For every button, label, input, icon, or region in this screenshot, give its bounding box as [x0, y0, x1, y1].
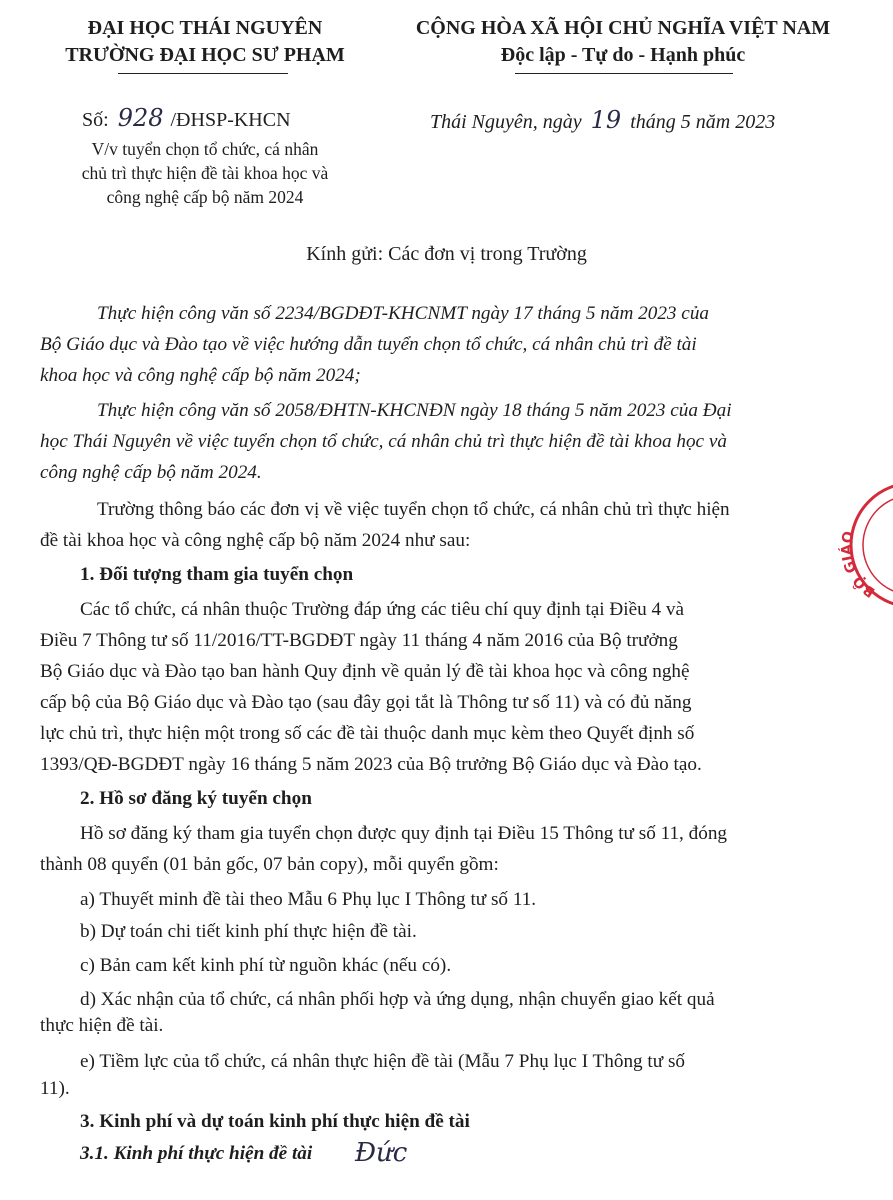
- section-1-line-5: lực chủ trì, thực hiện một trong số các đề tài thuộc danh mục kèm theo Quyết định số: [40, 723, 695, 744]
- section-2-item-e-line-1: e) Tiềm lực của tổ chức, cá nhân thực hiện đề tài (Mẫu 7 Phụ lục I Thông tư số: [80, 1051, 686, 1072]
- reference-1-line-2: Bộ Giáo dục và Đào tạo về việc hướng dẫn tuyển chọn tổ chức, cá nhân chủ trì đề tài: [40, 334, 697, 355]
- seal-text-path: BỘ GIÁO: [839, 529, 879, 601]
- seal-text: [838, 530, 878, 600]
- org-underline: [118, 73, 288, 74]
- section-1-heading: 1. Đối tượng tham gia tuyển chọn: [80, 564, 354, 585]
- doc-number-suffix: /ĐHSP-KHCN: [170, 109, 291, 131]
- section-1-line-6: 1393/QĐ-BGDĐT ngày 16 tháng 5 năm 2023 của Bộ trưởng Bộ Giáo dục và Đào tạo.: [40, 754, 702, 775]
- motto: Độc lập - Tự do - Hạnh phúc: [500, 44, 746, 66]
- section-2-intro-line-1: Hồ sơ đăng ký tham gia tuyển chọn được quy định tại Điều 15 Thông tư số 11, đóng: [80, 823, 728, 844]
- section-1-line-4: cấp bộ của Bộ Giáo dục và Đào tạo (sau đây gọi tắt là Thông tư số 11) và có đủ năng: [40, 692, 692, 713]
- section-1-line-2: Điều 7 Thông tư số 11/2016/TT-BGDĐT ngày 11 tháng 4 năm 2016 của Bộ trưởng: [40, 630, 678, 651]
- recipient: Kính gửi: Các đơn vị trong Trường: [306, 243, 587, 265]
- seal-svg: [838, 470, 893, 620]
- date-day-handwritten: 19: [590, 106, 622, 134]
- motto-underline: [515, 73, 733, 74]
- subject-line-2: chủ trì thực hiện đề tài khoa học và: [81, 163, 329, 183]
- org-parent: ĐẠI HỌC THÁI NGUYÊN: [87, 17, 323, 39]
- date-before: Thái Nguyên, ngày: [430, 111, 582, 133]
- section-2-item-b: b) Dự toán chi tiết kinh phí thực hiện đề tài.: [80, 921, 417, 942]
- section-3-1-heading: 3.1. Kinh phí thực hiện đề tài: [80, 1143, 313, 1164]
- reference-2-line-1: Thực hiện công văn số 2058/ĐHTN-KHCNĐN ngày 18 tháng 5 năm 2023 của Đại: [97, 400, 732, 421]
- date-after: tháng 5 năm 2023: [630, 111, 776, 133]
- intro-line-1: Trường thông báo các đơn vị về việc tuyển chọn tổ chức, cá nhân chủ trì thực hiện: [97, 499, 730, 520]
- seal-stamp: [838, 470, 893, 620]
- intro-line-2: đề tài khoa học và công nghệ cấp bộ năm 2024 như sau:: [40, 530, 471, 551]
- doc-number-handwritten: 928: [117, 104, 164, 132]
- section-2-item-e-line-2: 11).: [40, 1078, 70, 1099]
- date-line: [430, 106, 775, 134]
- reference-1-line-3: khoa học và công nghệ cấp bộ năm 2024;: [40, 365, 361, 386]
- section-3-heading: 3. Kinh phí và dự toán kinh phí thực hiện đề tài: [80, 1111, 470, 1132]
- reference-1-line-1: Thực hiện công văn số 2234/BGDĐT-KHCNMT ngày 17 tháng 5 năm 2023 của: [97, 303, 710, 324]
- section-2-item-c: c) Bản cam kết kinh phí từ nguồn khác (nếu có).: [80, 955, 452, 976]
- doc-number: [82, 104, 291, 132]
- subject-line-1: V/v tuyển chọn tổ chức, cá nhân: [91, 139, 319, 159]
- section-2-item-a: a) Thuyết minh đề tài theo Mẫu 6 Phụ lục I Thông tư số 11.: [80, 889, 537, 910]
- section-2-heading: 2. Hồ sơ đăng ký tuyển chọn: [80, 788, 312, 809]
- section-2-item-d-line-2: thực hiện đề tài.: [40, 1015, 164, 1036]
- subject-line-3: công nghệ cấp bộ năm 2024: [106, 187, 304, 207]
- doc-number-prefix: Số:: [82, 109, 109, 131]
- country-name: CỘNG HÒA XÃ HỘI CHỦ NGHĨA VIỆT NAM: [415, 17, 831, 39]
- section-2-item-d-line-1: d) Xác nhận của tổ chức, cá nhân phối hợp và ứng dụng, nhận chuyển giao kết quả: [80, 989, 715, 1010]
- org-name: TRƯỜNG ĐẠI HỌC SƯ PHẠM: [65, 44, 345, 66]
- section-2-intro-line-2: thành 08 quyển (01 bản gốc, 07 bản copy), mỗi quyển gồm:: [40, 854, 499, 875]
- section-1-line-1: Các tổ chức, cá nhân thuộc Trường đáp ứng các tiêu chí quy định tại Điều 4 và: [80, 599, 685, 620]
- handwritten-initial: Đức: [355, 1138, 408, 1168]
- section-1-line-3: Bộ Giáo dục và Đào tạo ban hành Quy định về quản lý đề tài khoa học và công nghệ: [40, 661, 690, 682]
- reference-2-line-2: học Thái Nguyên về việc tuyển chọn tổ chức, cá nhân chủ trì thực hiện đề tài khoa học và: [40, 431, 727, 452]
- reference-2-line-3: công nghệ cấp bộ năm 2024.: [40, 462, 262, 483]
